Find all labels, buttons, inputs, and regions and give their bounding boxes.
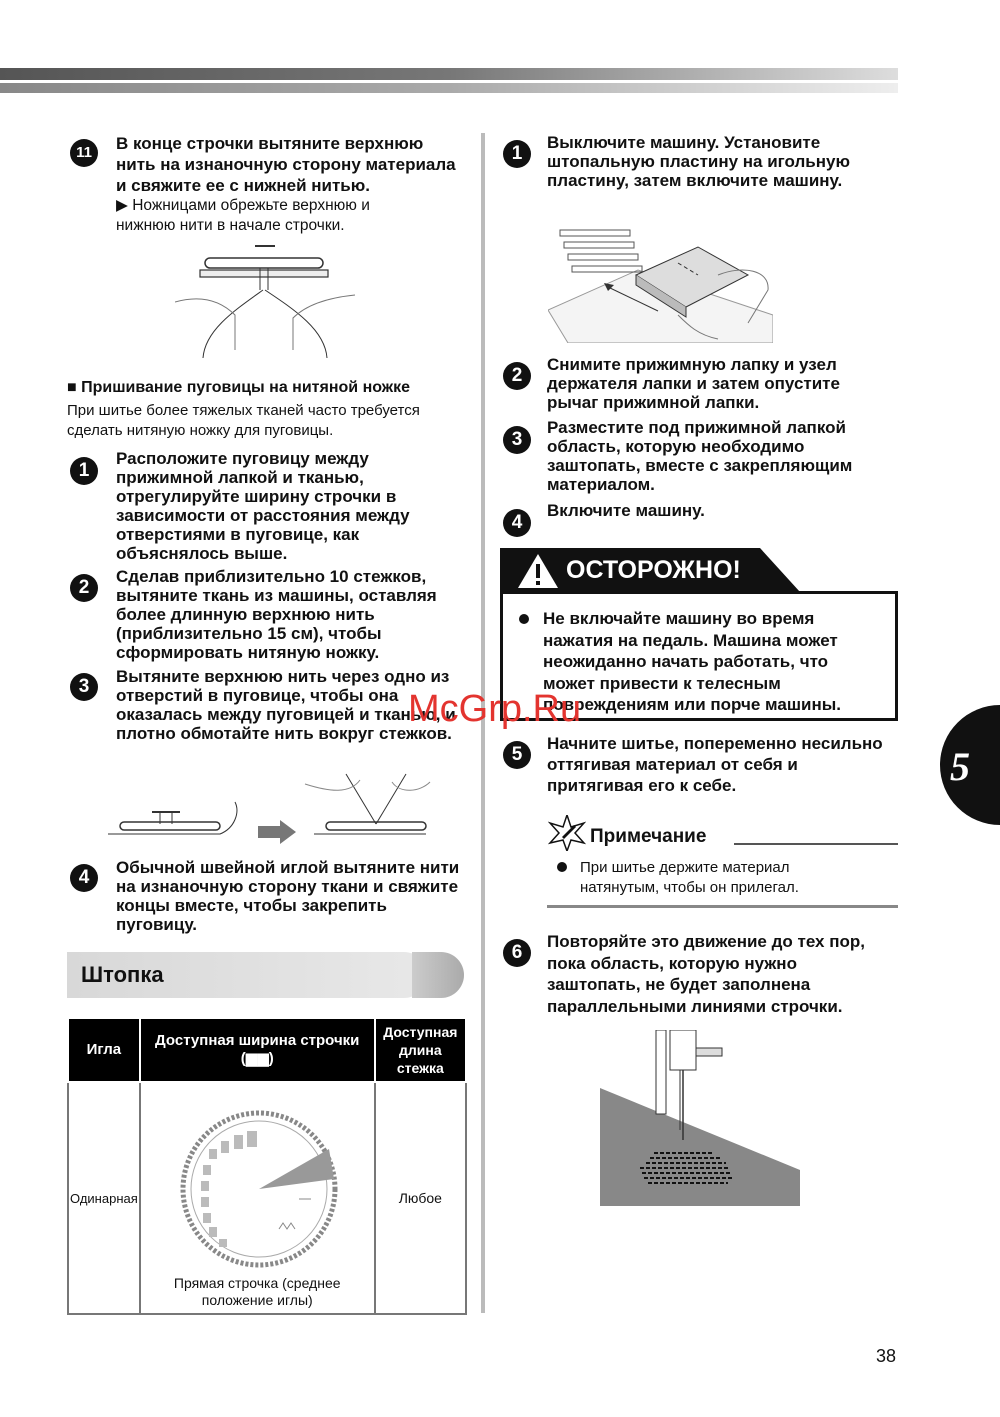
page-number: 38 <box>876 1346 897 1366</box>
thread-shank-illustration <box>100 762 440 858</box>
left-step-3-badge: 3 <box>70 673 98 701</box>
step-11-sub: ▶ Ножницами обрежьте верхнюю и нижнюю нити в начале строчки. <box>116 197 370 234</box>
note-text: При шитье держите материал натянутым, чтобы он прилегал. <box>580 859 799 896</box>
td-needle: Одинарная <box>68 1082 140 1314</box>
right-step-1-badge: 1 <box>503 140 531 168</box>
darning-plate-illustration <box>548 215 773 343</box>
thread-tie-illustration <box>175 240 360 362</box>
note-title-rule <box>734 843 898 845</box>
right-step-2-badge: 2 <box>503 362 531 390</box>
warning-bullet <box>519 614 529 624</box>
right-step-3-badge: 3 <box>503 426 531 454</box>
th-width-icon: (▆▆) <box>240 1050 274 1067</box>
section-title: Штопка <box>81 962 164 987</box>
watermark: McGrp.Ru <box>408 688 582 730</box>
note-title: Примечание <box>590 826 707 847</box>
stitch-dial-icon <box>179 1109 339 1269</box>
chapter-tab <box>940 705 1000 825</box>
darning-sewing-illustration <box>600 1030 800 1208</box>
th-width-label: Доступная ширина строчки <box>155 1032 360 1049</box>
right-step-3-text: Разместите под прижимной лапкой область, которую необходимо заштопать, вместе с закрепляющим материалом. <box>547 418 853 494</box>
warning-text: Не включайте машину во время нажатия на педаль. Машина может неожиданно начать работать, что может привести к телесным повреждениям или порче машины. <box>543 609 841 714</box>
left-step-4-text: Обычной швейной иглой вытяните нити на изнаночную сторону ткани и свяжите концы вместе, чтобы закрепить пуговицу. <box>116 858 460 934</box>
chapter-number: 5 <box>950 744 970 789</box>
right-step-5-text: Начните шитье, попеременно несильно оттягивая материал от себя и притягивая его к себе. <box>547 734 883 795</box>
right-step-2-text: Снимите прижимную лапку и узел держателя лапки и затем опустите рычаг прижимной лапки. <box>547 355 840 412</box>
right-step-4-text: Включите машину. <box>547 501 705 520</box>
td-width <box>140 1082 375 1314</box>
td-width-caption: Прямая строчка (среднее положение иглы) <box>173 1275 341 1308</box>
left-step-2-text: Сделав приблизительно 10 стежков, вытяните ткань из машины, оставляя более длинную верхнюю нить (приблизительно 15 см), чтобы сформировать нитяную ножку. <box>116 567 437 662</box>
right-step-6-text: Повторяйте это движение до тех пор, пока область, которую нужно заштопать, не будет заполнена параллельными линиями строчки. <box>547 932 865 1016</box>
left-step-4-badge: 4 <box>70 864 98 892</box>
td-length: Любое <box>375 1082 466 1314</box>
left-step-2-badge: 2 <box>70 574 98 602</box>
left-step-3-text: Вытяните верхнюю нить через одно из отверстий в пуговице, чтобы она оказалась между пуговицей и тканью, и плотно обмотайте нить вокруг стежков. <box>116 667 456 743</box>
th-needle: Игла <box>68 1018 140 1082</box>
th-width <box>140 1018 375 1082</box>
button-section-heading: ■ Пришивание пуговицы на нитяной ножке <box>67 379 411 396</box>
note-bottom-rule <box>547 905 898 908</box>
right-step-6-badge: 6 <box>503 939 531 967</box>
note-icon <box>548 815 586 851</box>
darning-spec-table <box>67 1017 467 1315</box>
right-step-4-badge: 4 <box>503 509 531 537</box>
left-step-1-text: Расположите пуговицу между прижимной лапкой и тканью, отрегулируйте ширину строчки в зависимости от расстояния между отверстиями в пуговице, как объяснялось выше. <box>116 449 410 563</box>
step-11-badge: 11 <box>70 139 98 167</box>
left-step-1-badge: 1 <box>70 457 98 485</box>
th-length: Доступная длина стежка <box>375 1018 466 1082</box>
right-step-5-badge: 5 <box>503 741 531 769</box>
warning-title: ОСТОРОЖНО! <box>566 556 741 584</box>
section-heading-darning <box>67 952 464 998</box>
button-section-intro: При шитье более тяжелых тканей часто требуется сделать нитяную ножку для пуговицы. <box>67 402 420 439</box>
note-bullet <box>557 862 567 872</box>
step-11-text: В конце строчки вытяните верхнюю нить на изнаночную сторону материала и свяжите ее с нижней нитью. <box>116 134 456 195</box>
right-step-1-text: Выключите машину. Установите штопальную пластину на игольную пластину, затем включите машину. <box>547 133 850 190</box>
header-bars <box>0 68 898 95</box>
